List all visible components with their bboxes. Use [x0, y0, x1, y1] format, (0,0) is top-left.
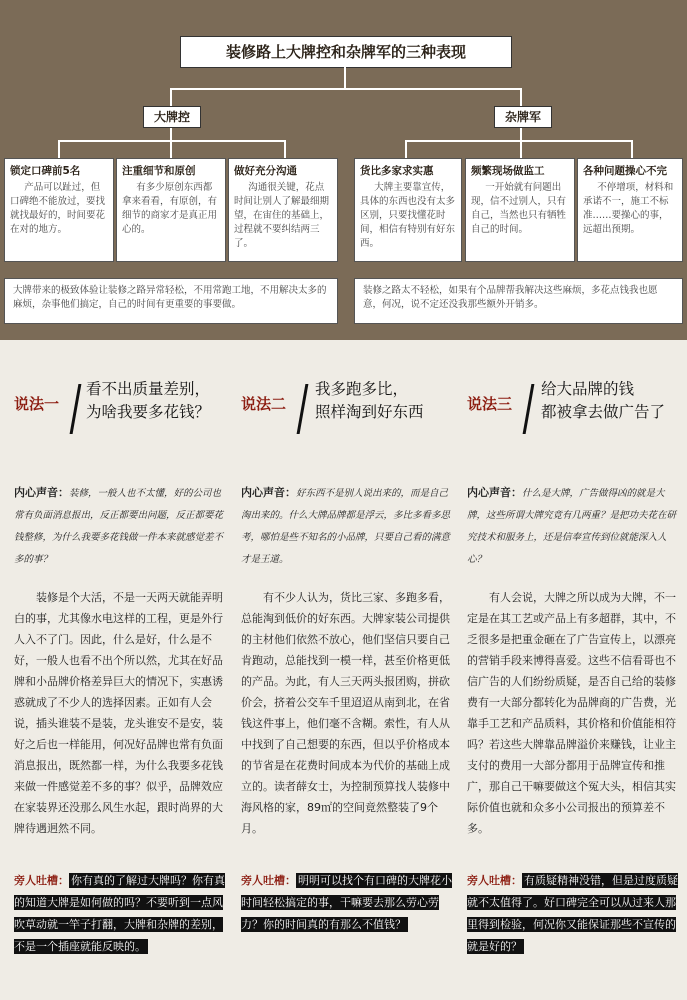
opinion-label: 说法三 [467, 395, 513, 413]
card-body: 不停增项，材料和承诺不一，施工不标准……要操心的事，远超出预期。 [583, 182, 674, 235]
slash-divider [297, 384, 309, 434]
inner-voice [241, 482, 453, 571]
inner-voice [14, 482, 226, 571]
opinion-title [86, 378, 210, 424]
column-header [14, 372, 226, 442]
column-header [241, 372, 453, 442]
card-title: 锁定口碑前5名 [10, 165, 81, 177]
bystander-text: 有质疑精神没错，但是过度质疑就不太值得了。好口碑完全可以从过来人那里得到检验，何况你又能保证那些不宣传的就是好的？ [467, 874, 678, 953]
card-nonbrand-2 [465, 158, 575, 262]
card-title: 货比多家求实惠 [360, 165, 434, 177]
inner-voice-text: 装修，一般人也不太懂，好的公司也常有负面消息报出，反正都要出问题，反正都要花钱整修，为什么我要多花钱做一件本来就感觉差不多的事？ [14, 488, 224, 565]
opinion-paragraph: 有不少人认为，货比三家、多跑多看，总能淘到低价的好东西。大牌家装公司提供的主材他们依然不放心，他们坚信只要自己肯跑动，总能找到一模一样，甚至价格更低的产品。为此，有人三天两头报团购，拼砍价会，挤着公交车千里迢迢从南到北，在省钱这件事上，他们毫不含糊。索性，有人从中找到了自己想要的东西，但以乎价格成本的节省是在花费时间成本为代价的基础上成立的。读者薛女士，为控制预算找人装修中海风格的家，89㎡的空间竟然整装了9个月。 [241, 591, 450, 835]
card-nonbrand-3 [577, 158, 683, 262]
opinion-title [315, 378, 424, 424]
opinion-column-2 [241, 372, 453, 839]
connector [58, 140, 286, 142]
card-nonbrand-1 [354, 158, 462, 262]
summary-brand: 大牌带来的极致体验让装修之路异常轻松，不用常跑工地，不用解决太多的麻烦，杂事他们搞定，自己的时间有更重要的事要做。 [4, 278, 338, 324]
opinion-title-line: 为啥我要多花钱？ [86, 403, 211, 421]
connector [520, 128, 522, 140]
card-body: 大牌主要靠宣传，具体的东西也没有太多区别，只要找懂花时间，相信有特别有好东西。 [360, 182, 456, 249]
card-brand-2 [116, 158, 226, 262]
connector [631, 140, 633, 158]
card-title: 各种问题操心不完 [583, 165, 667, 177]
opinion-paragraph: 有人会说，大牌之所以成为大牌，不一定是在其工艺或产品上有多超群，其中，不乏很多是把重金砸在了广告宣传上，以漂亮的营销手段来博得喜爱。这些不信看哥也不信广告的人们纷纷质疑，是否自己给的装修费有一大部分都转化为品牌商的广告费，光靠手工艺和产品质料，其价格和价值能相符吗？若这些大牌靠品牌溢价来赚钱，让业主支付的费用一大部分都用于品牌宣传和推广，那自己干嘛要做这个冤大头，相信其实际价值也就和众多小公司报出的预算差不多。 [467, 591, 676, 835]
bystander-comment-1 [14, 870, 226, 958]
connector [520, 88, 522, 106]
card-brand-3 [228, 158, 338, 262]
opinion-column-3 [467, 372, 679, 839]
bystander-comment-2 [241, 870, 453, 936]
inner-voice-label: 内心声音： [14, 486, 69, 499]
connector [520, 140, 522, 158]
inner-voice-label: 内心声音： [467, 486, 522, 499]
comparison-panel [0, 0, 687, 340]
card-brand-1 [4, 158, 114, 262]
connector [284, 140, 286, 158]
connector [405, 140, 633, 142]
group-label-brand: 大牌控 [143, 106, 201, 128]
group-label-nonbrand: 杂牌军 [494, 106, 552, 128]
inner-voice-text: 什么是大牌，广告做得凶的就是大牌，这些所谓大牌究竟有几两重？是把功夫花在研究技术和服务上，还是信奉宣传到位就能深入人心？ [467, 488, 677, 565]
card-title: 频繁现场做监工 [471, 165, 545, 177]
slash-divider [523, 384, 535, 434]
card-body: 产品可以趾过，但口碑绝不能放过，要找就找最好的，时间要花在对的地方。 [10, 182, 106, 235]
opinion-title-line: 看不出质量差别， [86, 380, 211, 398]
opinion-label: 说法二 [241, 395, 287, 413]
connector [170, 128, 172, 140]
bystander-text: 明明可以找个有口碑的大牌花小时间轻松搞定的事，干嘛要去那么劳心劳力？你的时间真的有那么不值钱？ [241, 874, 452, 931]
inner-voice-text: 好东西不是别人说出来的，而是自己淘出来的。什么大牌品牌都是浮云，多比多看多思考，哪怕是些不知名的小品牌，只要自己看的满意才是王道。 [241, 488, 451, 565]
connector [344, 67, 346, 89]
card-body: 沟通很关键，花点时间让别人了解最细期望，在宙住的基础上，过程就不要纠结两三了。 [234, 182, 330, 249]
bystander-label: 旁人吐槽： [14, 874, 69, 887]
card-body: 一开始就有问题出现，信不过别人，只有自己，当然也只有牺牲自己的时间。 [471, 182, 567, 235]
bystander-comment-3 [467, 870, 679, 958]
opinion-title-line: 照样淘到好东西 [315, 403, 424, 421]
connector [170, 88, 172, 106]
chart-title: 装修路上大牌控和杂牌军的三种表现 [180, 36, 512, 68]
opinion-title [541, 378, 665, 424]
column-header [467, 372, 679, 442]
bystander-label: 旁人吐槽： [241, 874, 296, 887]
opinion-column-1 [14, 372, 226, 839]
connector [170, 140, 172, 158]
bystander-label: 旁人吐槽： [467, 874, 522, 887]
opinion-paragraph: 装修是个大活，不是一天两天就能弄明白的事，尤其像水电这样的工程，更是外行人入不了门。因此，什么是好，什么是不好，一般人也看不出个所以然，尤其在好品牌和小品牌价格差异巨大的情况下，实惠诱惑就成了不少人的选择因素。正如有人会说，插头谁装不是装，龙头谁安不是安，装好之后也一样能用，何况好品牌也常有负面消息报出，既然都一样，为什么我要多花钱来做一件感觉差不多的事？似乎，品牌效应在家装界还没那么风生水起，跟时尚界的大牌待遇迥然不同。 [14, 591, 223, 835]
card-title: 注重细节和原创 [122, 165, 196, 177]
connector [58, 140, 60, 158]
inner-voice [467, 482, 679, 571]
opinion-title-line: 给大品牌的钱 [541, 380, 635, 398]
connector [405, 140, 407, 158]
bystander-text: 你有真的了解过大牌吗？你有真的知道大牌是如何做的吗？不要听到一点风吹草动就一竿子打翻，大牌和杂牌的差别，不是一个插座就能反映的。 [14, 874, 225, 953]
opinion-label: 说法一 [14, 395, 60, 413]
opinion-title-line: 我多跑多比， [315, 380, 409, 398]
opinion-title-line: 都被拿去做广告了 [541, 403, 666, 421]
card-body: 有多少原创东西都拿来看看，有原创，有细节的商家才是真正用心的。 [122, 182, 218, 235]
card-title: 做好充分沟通 [234, 165, 297, 177]
connector [170, 88, 522, 90]
summary-nonbrand: 装修之路太不轻松，如果有个品牌帮我解决这些麻烦，多花点钱我也愿意，何况，说不定还没我那些额外开销多。 [354, 278, 683, 324]
inner-voice-label: 内心声音： [241, 486, 296, 499]
slash-divider [70, 384, 82, 434]
